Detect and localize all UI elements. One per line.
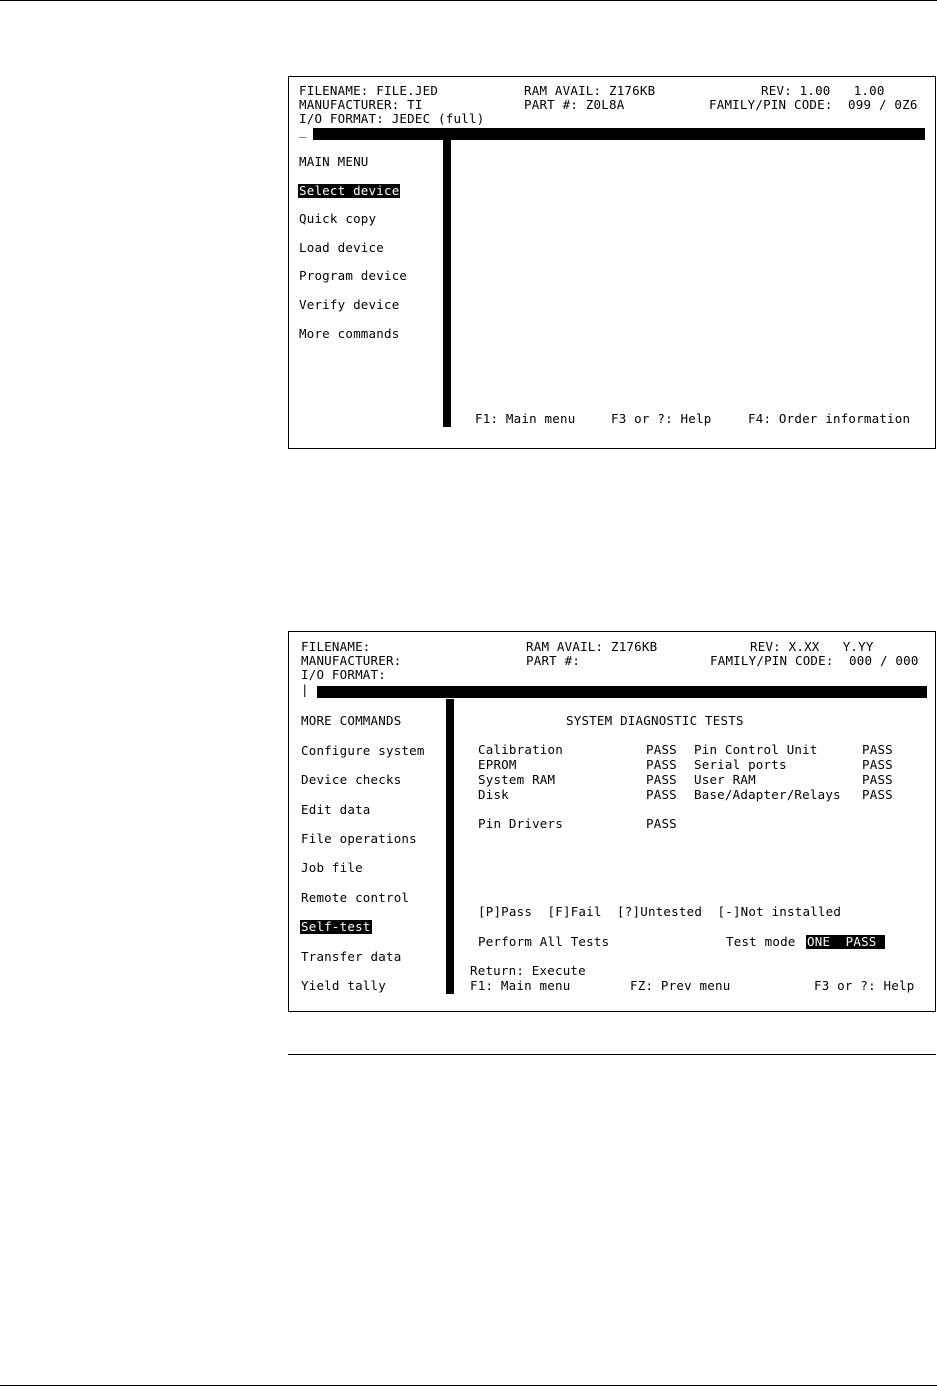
- menu-divider: [446, 699, 454, 994]
- main-menu-screen: [288, 76, 936, 449]
- f4-order-info-key[interactable]: F4: Order information: [748, 411, 911, 426]
- perform-all-tests-button[interactable]: Perform All Tests: [478, 934, 610, 949]
- f1-main-menu-key[interactable]: F1: Main menu: [470, 978, 571, 993]
- rev-label: REV: 1.00 1.00: [761, 83, 885, 98]
- menu-item-transfer-data[interactable]: Transfer data: [301, 949, 402, 964]
- test-result: PASS: [646, 816, 677, 831]
- test-name: Disk: [478, 787, 509, 802]
- menu-item-configure-system[interactable]: Configure system: [301, 743, 425, 758]
- part-label: PART #: Z0L8A: [524, 97, 625, 112]
- top-rule: [0, 0, 937, 1]
- family-pin-label: FAMILY/PIN CODE: 000 / 000: [710, 653, 919, 668]
- test-name: Serial ports: [694, 757, 787, 772]
- diagnostics-title: SYSTEM DIAGNOSTIC TESTS: [566, 713, 744, 728]
- test-mode-selector[interactable]: ONE PASS: [807, 934, 885, 949]
- f3-help-key[interactable]: F3 or ?: Help: [611, 411, 712, 426]
- f3-help-key[interactable]: F3 or ?: Help: [814, 978, 915, 993]
- test-result: PASS: [862, 787, 893, 802]
- test-name: Pin Control Unit: [694, 742, 818, 757]
- ram-avail-label: RAM AVAIL: Z176KB: [526, 639, 658, 654]
- io-format-label: I/O FORMAT: JEDEC (full): [299, 111, 485, 126]
- menu-item-job-file[interactable]: Job file: [301, 860, 363, 875]
- menu-title: MAIN MENU: [299, 154, 369, 169]
- menu-item-edit-data[interactable]: Edit data: [301, 802, 371, 817]
- command-cursor[interactable]: |: [301, 682, 309, 697]
- test-result: PASS: [646, 742, 677, 757]
- test-name: System RAM: [478, 772, 556, 787]
- test-name: Calibration: [478, 742, 563, 757]
- filename-label: FILENAME: FILE.JED: [299, 83, 439, 98]
- section-rule: [288, 1054, 936, 1055]
- menu-item-more-commands[interactable]: More commands: [299, 326, 400, 341]
- menu-item-yield-tally[interactable]: Yield tally: [301, 978, 386, 993]
- menu-item-quick-copy[interactable]: Quick copy: [299, 211, 377, 226]
- part-label: PART #:: [526, 653, 581, 668]
- test-name: User RAM: [694, 772, 756, 787]
- family-pin-label: FAMILY/PIN CODE: 099 / 0Z6: [709, 97, 918, 112]
- menu-item-file-operations[interactable]: File operations: [301, 831, 417, 846]
- bottom-rule: [0, 1385, 937, 1386]
- test-name: EPROM: [478, 757, 517, 772]
- menu-title: MORE COMMANDS: [301, 713, 402, 728]
- self-test-screen: [288, 631, 936, 1012]
- menu-item-remote-control[interactable]: Remote control: [301, 890, 410, 905]
- test-result: PASS: [862, 757, 893, 772]
- test-result: PASS: [862, 742, 893, 757]
- menu-item-load-device[interactable]: Load device: [299, 240, 384, 255]
- io-format-label: I/O FORMAT:: [301, 667, 386, 682]
- menu-item-self-test[interactable]: Self-test: [301, 919, 371, 934]
- test-result: PASS: [646, 787, 677, 802]
- rev-label: REV: X.XX Y.YY: [750, 639, 874, 654]
- test-mode-label: Test mode: [726, 934, 796, 949]
- result-legend: [P]Pass [F]Fail [?]Untested [-]Not installed: [478, 904, 842, 919]
- manufacturer-label: MANUFACTURER: TI: [299, 97, 423, 112]
- menu-divider: [443, 140, 451, 427]
- filename-label: FILENAME:: [301, 639, 371, 654]
- menu-item-program-device[interactable]: Program device: [299, 268, 408, 283]
- command-cursor[interactable]: _: [299, 123, 307, 138]
- return-execute-hint: Return: Execute: [470, 963, 586, 978]
- ram-avail-label: RAM AVAIL: Z176KB: [524, 83, 656, 98]
- f1-main-menu-key[interactable]: F1: Main menu: [475, 411, 576, 426]
- test-name: Pin Drivers: [478, 816, 563, 831]
- menu-item-device-checks[interactable]: Device checks: [301, 772, 402, 787]
- menu-item-select-device[interactable]: Select device: [299, 183, 400, 198]
- manufacturer-label: MANUFACTURER:: [301, 653, 402, 668]
- test-result: PASS: [646, 757, 677, 772]
- command-line-bar: [313, 128, 925, 140]
- menu-item-verify-device[interactable]: Verify device: [299, 297, 400, 312]
- test-name: Base/Adapter/Relays: [694, 787, 841, 802]
- command-line-bar: [317, 686, 927, 698]
- test-result: PASS: [646, 772, 677, 787]
- f2-prev-menu-key[interactable]: FZ: Prev menu: [630, 978, 731, 993]
- test-result: PASS: [862, 772, 893, 787]
